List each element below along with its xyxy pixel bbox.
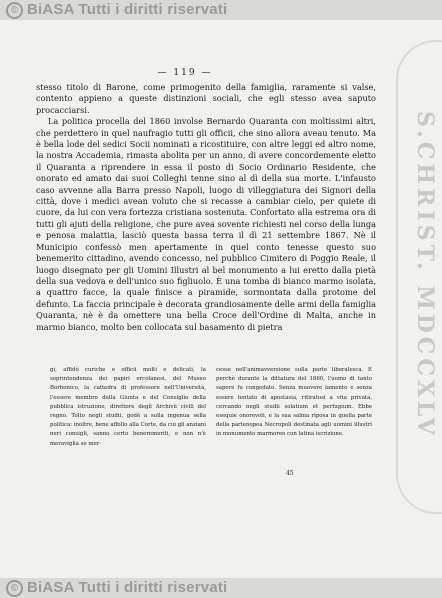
signature-number: 45 — [286, 470, 294, 477]
footnotes — [50, 366, 372, 449]
copyright-text: BiASA Tutti i diritti riservati — [27, 1, 228, 18]
footnote-text: cesse nell'animavversione sulla parte liberalesca. E perchè durante la dittatura del 1860, l'uomo di tanto sapere fu congedato. Senza muovere lamento e senza essere tentato di apostasia, ritiratosi a vita privata, cercando negli studii solatium et perfugium. Ebbe esequie onorevoli, e la sua salma riposa in quella parte della partenopea Necropoli destinata agli uomini illustri in monumento marmoreo con latina iscrizione. — [216, 367, 372, 438]
copyright-icon: © — [6, 2, 23, 19]
body-text — [36, 82, 376, 333]
paragraph: stesso titolo di Barone, come primogenito della famiglia, raramente si valse, contento appieno a queste distinzioni sociali, che egli stesso avea saputo procacciarsi. — [36, 82, 376, 115]
footnote-column-right — [216, 366, 372, 449]
copyright-banner-top — [0, 0, 442, 20]
page-number: — 119 — — [157, 68, 213, 78]
footnote-text: gi, affidò curiche e officii molti e delicati, la soprintendenza dei papiri ercolanesi, del Museo Borbonico, la cattedra di professore nell'Università, l'essere membro della Giunta e del Consiglio della pubblica istruzione, direttore degli Archivii civili del regno. Tolto negli studii, godè a sulla ingenua sella politica: inoltre, bene affollo alla Corte, da cui gli anziani neri consigli, sanno certo beneremeriti, e non n'è meraviglia se mer- — [50, 367, 206, 447]
copyright-banner-bottom — [0, 578, 442, 598]
footnote-column-left — [50, 366, 206, 449]
paragraph: La politica procella del 1860 involse Bernardo Quaranta con moltissimi altri, che perdettero in quel naufragio tutti gli officii, che sino allora aveau tenuto. Ma è bella lode del sedici Socii nominati a ricostituire, con altre leggi ed altro nome, la nostra Accademia, rimasta abolita per un anno, di avere concordemente eletto il Quaranta a riprendere in essa il posto di Socio Ordinario Residente, che onorato ed amato dai suoi Colleghi tenne sino al dì della sua morte. L'infausto caso avvenne alla Barra presso Napoli, luogo di villeggiatura dei Signori della città, dove i medici avean voluto che si recasse a cambiar cielo, per quiete di cuore, da lui con vera fortezza cristiana sostenuta. Confortato alla estrema ora di tutti gli ajuti della religione, che pure avea sovente richiesti nel corso della lunga e penosa malattia, lasciò questa bassa terra il dì 21 settembre 1867. Nè il Municipio confessò men apertamente in quel conto tenesse questo suo benemerito cittadino, avendo concesso, nel pubblico Cimitero di Poggio Reale, il luogo disegnato per gli Uomini Illustri al bel monumento a lui eretto dalla pietà della sua vedova e dell'unico suo figliuolo. È una tomba di bianco marmo isolata, a quattro facce, la quale finisce a piramide, sormontata dalla protome del defunto. La faccia principale è decorata grandiosamente delle armi della famiglia Quaranta, nè è da omettere una bella Croce dell'Ordine di Malta, anche in marmo bianco, molto ben collocata sul basamento di pietra — [36, 116, 376, 332]
library-seal-text: S.CHRIST. MDCCXLV — [412, 111, 438, 439]
copyright-icon: © — [6, 580, 23, 597]
copyright-text: BiASA Tutti i diritti riservati — [27, 579, 228, 596]
